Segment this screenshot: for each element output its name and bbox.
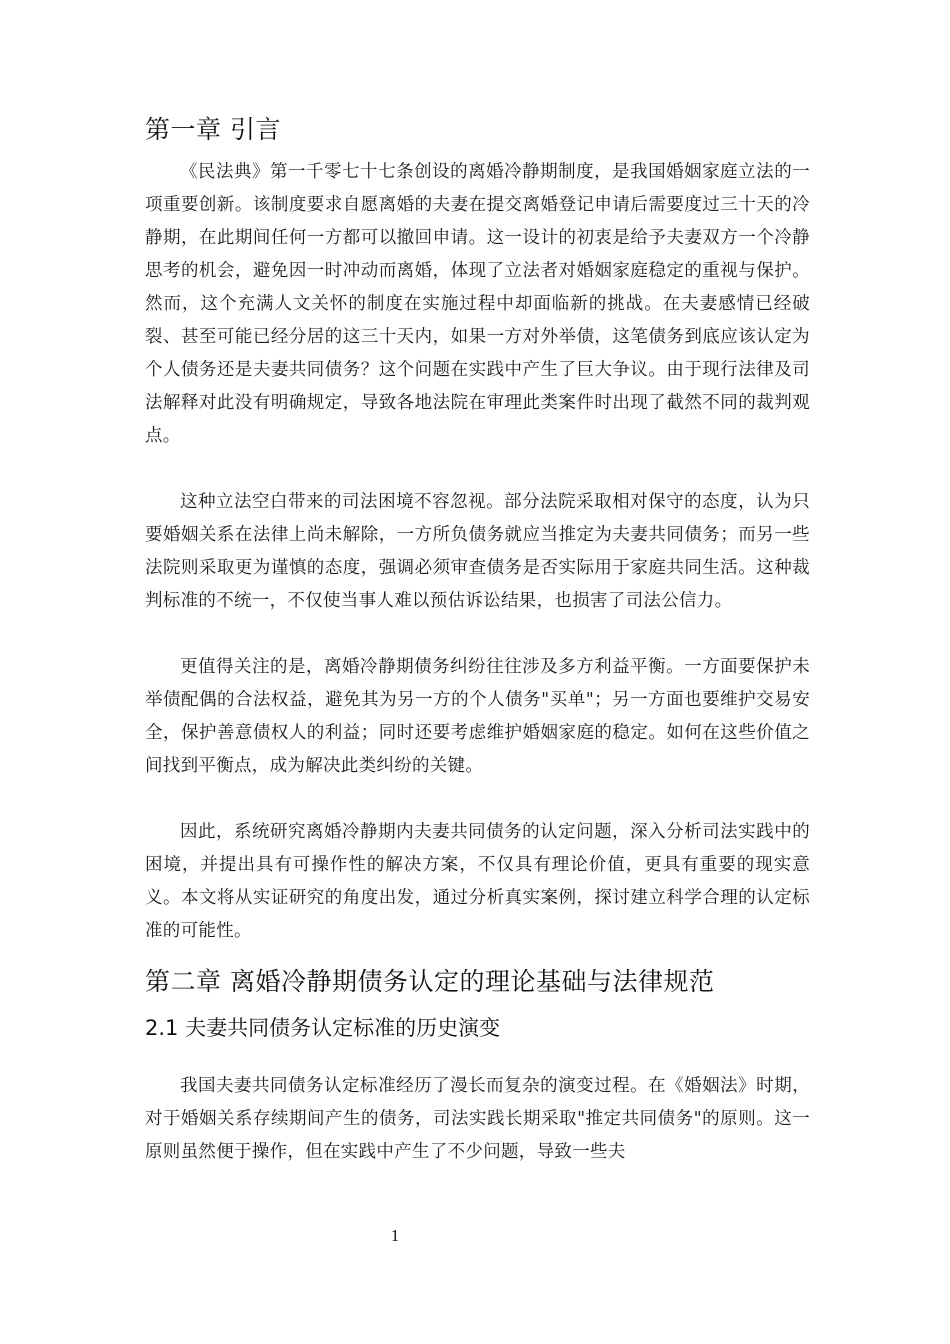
page-content <box>145 110 810 1169</box>
chapter-2-title: 第二章 离婚冷静期债务认定的理论基础与法律规范 <box>145 967 715 996</box>
chapter-1-paragraph-4: 因此，系统研究离婚冷静期内夫妻共同债务的认定问题，深入分析司法实践中的困境，并提出具有可操作性的解决方案，不仅具有理论价值，更具有重要的现实意义。本文将从实证研究的角度出发，通过分析真实案例，探讨建立科学合理的认定标准的可能性。 <box>145 822 810 941</box>
section-2-1-paragraph-1: 我国夫妻共同债务认定标准经历了漫长而复杂的演变过程。在《婚姻法》时期，对于婚姻关系存续期间产生的债务，司法实践长期采取"推定共同债务"的原则。这一原则虽然便于操作，但在实践中产生了不少问题，导致一些夫 <box>145 1076 810 1162</box>
page-number: 1 <box>390 1226 400 1245</box>
chapter-1-paragraph-3: 更值得关注的是，离婚冷静期债务纠纷往往涉及多方利益平衡。一方面要保护未举债配偶的合法权益，避免其为另一方的个人债务"买单"；另一方面也要维护交易安全，保护善意债权人的利益；同时还要考虑维护婚姻家庭的稳定。如何在这些价值之间找到平衡点，成为解决此类纠纷的关键。 <box>145 657 810 776</box>
chapter-1-paragraph-2: 这种立法空白带来的司法困境不容忽视。部分法院采取相对保守的态度，认为只要婚姻关系在法律上尚未解除，一方所负债务就应当推定为夫妻共同债务；而另一些法院则采取更为谨慎的态度，强调必须审查债务是否实际用于家庭共同生活。这种裁判标准的不统一，不仅使当事人难以预估诉讼结果，也损害了司法公信力。 <box>145 492 810 611</box>
chapter-1-paragraph-1: 《民法典》第一千零七十七条创设的离婚冷静期制度，是我国婚姻家庭立法的一项重要创新。该制度要求自愿离婚的夫妻在提交离婚登记申请后需要度过三十天的冷静期，在此期间任何一方都可以撤回申请。这一设计的初衷是给予夫妻双方一个冷静思考的机会，避免因一时冲动而离婚，体现了立法者对婚姻家庭稳定的重视与保护。然而，这个充满人文关怀的制度在实施过程中却面临新的挑战。在夫妻感情已经破裂、甚至可能已经分居的这三十天内，如果一方对外举债，这笔债务到底应该认定为个人债务还是夫妻共同债务？这个问题在实践中产生了巨大争议。由于现行法律及司法解释对此没有明确规定，导致各地法院在审理此类案件时出现了截然不同的裁判观点。 <box>145 162 810 446</box>
section-2-1-title: 2.1 夫妻共同债务认定标准的历史演变 <box>145 1016 501 1040</box>
chapter-1-title: 第一章 引言 <box>145 115 281 144</box>
